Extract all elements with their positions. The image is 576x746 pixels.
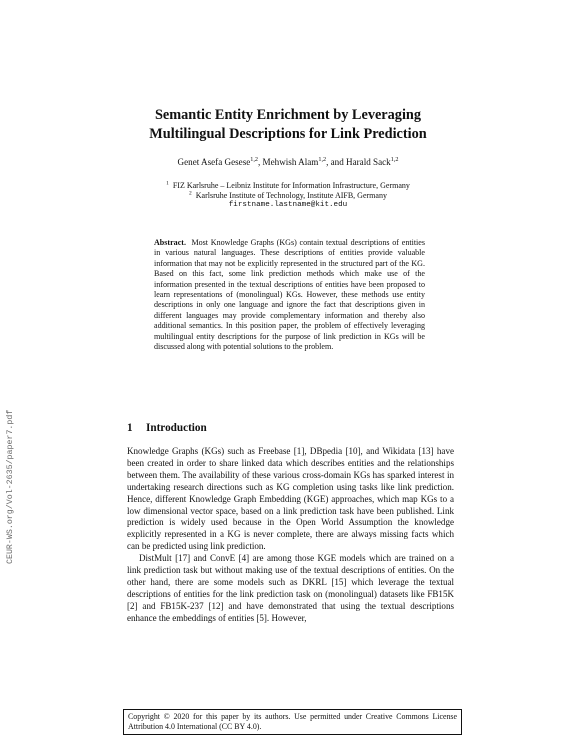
paragraph: DistMult [17] and ConvE [4] are among those KGE models which are trained on a link prediction task but without making use of the textual descriptions of entities. On the other hand, there are some models such as DKRL [15] which leverage the textual descriptions of entities for the link prediction task on (monolingual) datasets like FB15K [2] and FB15K-237 [12] and have demonstrated that using the textual descriptions enhance the embeddings of entities [5]. However, [127,553,454,623]
paper-title [100,106,476,143]
author-name: , and Harald Sack [326,157,391,167]
body-text [127,446,454,625]
title-line-1: Semantic Entity Enrichment by Leveraging [154,107,422,123]
affiliation-2 [100,190,476,201]
author-email: firstname.lastname@kit.edu [228,201,348,209]
abstract-text: Most Knowledge Graphs (KGs) contain textual descriptions of entities in various natural languages. These descriptions of entities provide valuable information that may not be explicitly represented in the structured part of the KG. Based on this fact, some link prediction methods which make use of the information presented in the textual descriptions of entities have been proposed to learn representations of (monolingual) KGs. However, these methods use entity descriptions in only one language and ignore the fact that descriptions given in different languages may provide complementary information and thereby also additional semantics. In this position paper, the problem of effectively leveraging multilingual entity descriptions for the purpose of link prediction in KGs will be discussed along with potential solutions to the problem. [154,238,425,352]
author-list [100,157,476,167]
author-affiliation-marker: 1,2 [318,155,327,163]
section-number: 1 [127,422,133,434]
paragraph: Knowledge Graphs (KGs) such as Freebase [1], DBpedia [10], and Wikidata [13] have been created in order to share linked data which describes entities and the relationships between them. The availability of these various cross-domain KGs has sparked interest in undertaking research directions such as KG completion using tasks like link prediction. Hence, different Knowledge Graph Embedding (KGE) approaches, which map KGs to a low dimensional vector space, based on a link prediction task have been published. Link prediction is widely used because in the Open World Assumption the knowledge explicitly represented in a KG is never complete, there are always missing facts which can be predicted using link prediction. [127,446,454,552]
author-name: , Mehwish Alam [257,157,319,167]
affiliation-text: Karlsruhe Institute of Technology, Institute AIFB, Germany [195,191,387,200]
copyright-box: Copyright © 2020 for this paper by its authors. Use permitted under Creative Commons License Attribution 4.0 International (CC BY 4.0). [123,709,462,735]
section-heading [127,422,207,434]
author-affiliation-marker: 1,2 [390,155,399,163]
abstract [154,238,425,352]
ceur-side-stamp: CEUR-WS.org/Vol-2635/paper7.pdf [6,409,15,565]
title-line-2: Multilingual Descriptions for Link Prediction [149,125,427,142]
affiliation-text: FIZ Karlsruhe – Leibniz Institute for Information Infrastructure, Germany [172,181,410,190]
affiliation-number: 2 [189,190,192,197]
affiliation-number: 1 [166,180,169,187]
section-title: Introduction [146,422,207,434]
author-name: Genet Asefa Gesese [177,157,251,167]
abstract-label: Abstract. [154,238,186,247]
author-affiliation-marker: 1,2 [250,155,258,163]
